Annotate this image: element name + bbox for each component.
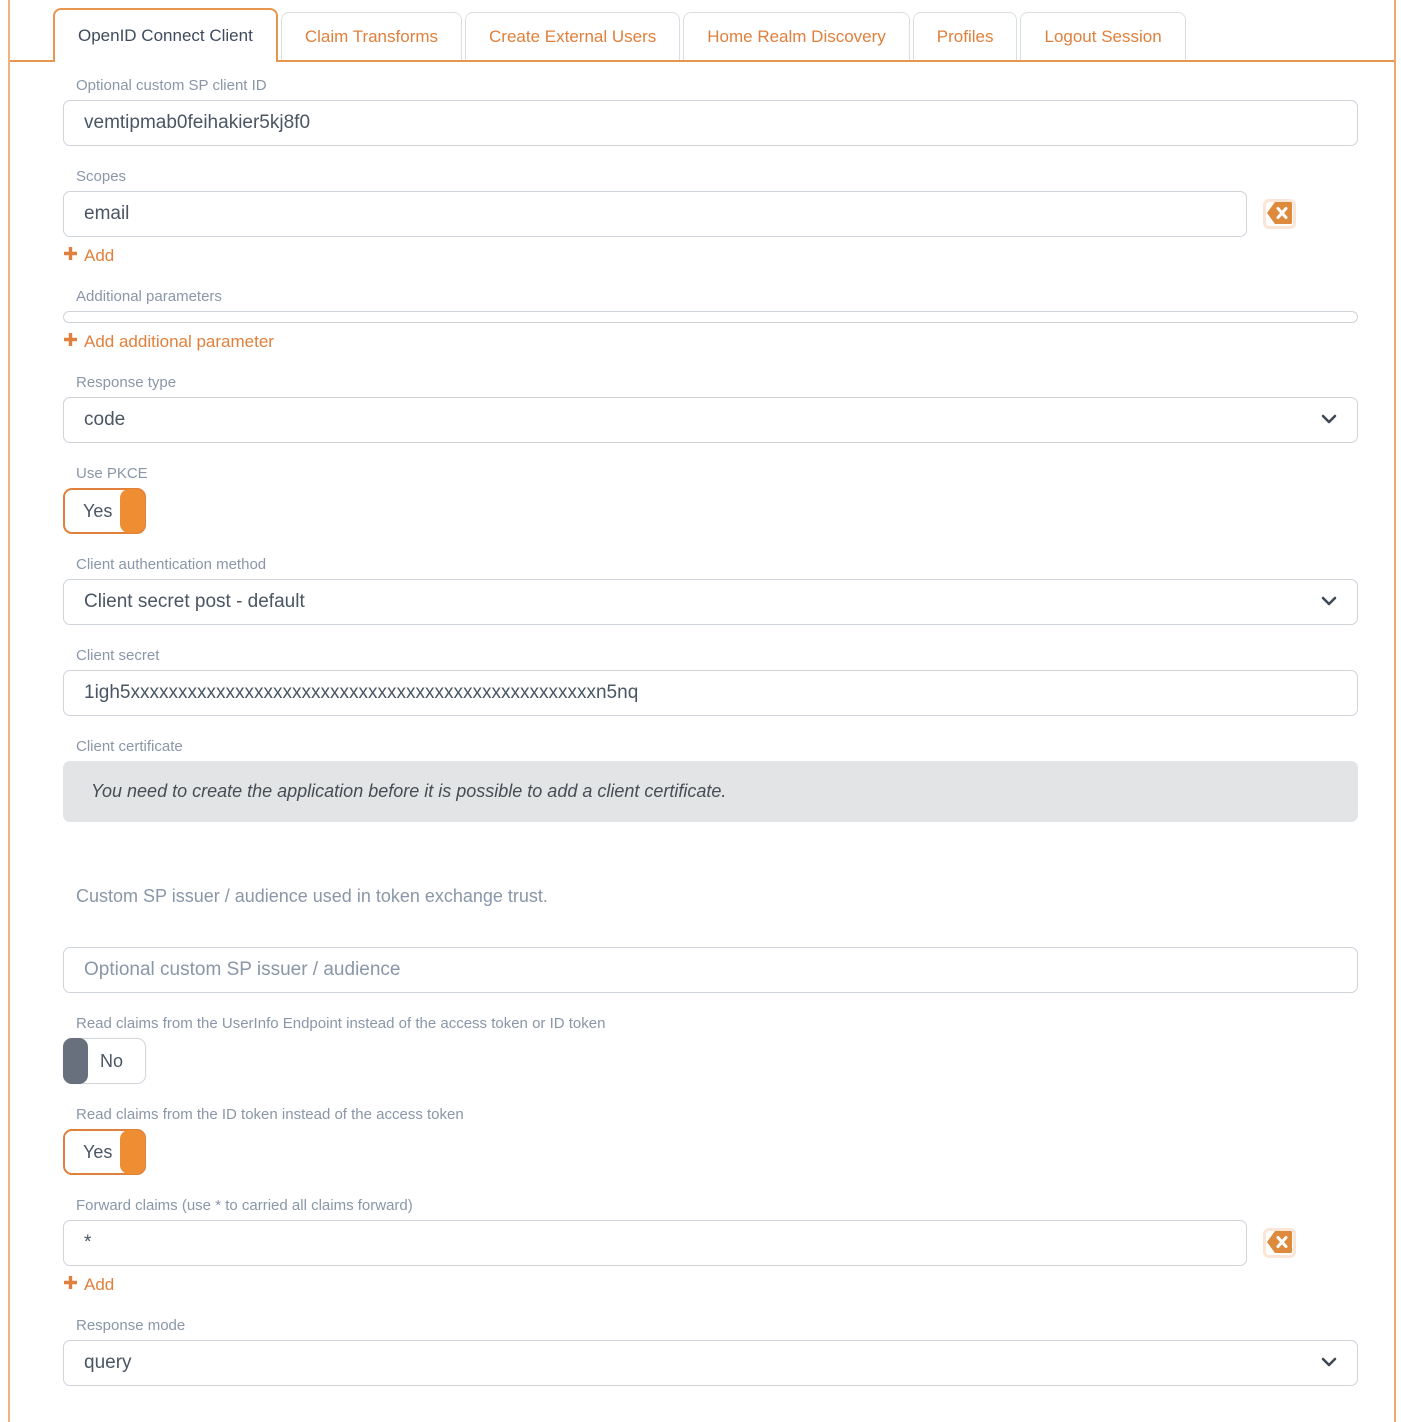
read-claims-id-token-toggle-value: Yes: [83, 1141, 113, 1162]
field-client-secret: [63, 647, 1394, 716]
response-mode-label: Response mode: [76, 1317, 186, 1334]
response-type-label: Response type: [76, 374, 177, 391]
field-client-certificate: [63, 738, 1394, 822]
openid-client-settings-page: [8, 0, 1396, 1422]
read-claims-userinfo-toggle[interactable]: [63, 1038, 146, 1084]
chevron-down-icon: [1321, 1352, 1337, 1374]
add-scope-button[interactable]: [63, 246, 114, 266]
use-pkce-toggle-value: Yes: [83, 500, 113, 521]
field-read-claims-id-token: [63, 1106, 1394, 1175]
scopes-label: Scopes: [76, 168, 127, 185]
field-forward-claims: [63, 1197, 1394, 1295]
forward-claim-input[interactable]: [63, 1220, 1247, 1266]
remove-forward-claim-button[interactable]: [1266, 1231, 1293, 1255]
read-claims-userinfo-label: Read claims from the UserInfo Endpoint instead of the access token or ID token: [76, 1015, 606, 1032]
client-id-input[interactable]: [63, 100, 1358, 146]
plus-icon: [63, 1275, 78, 1295]
field-custom-sp-issuer: [63, 947, 1394, 993]
client-certificate-notice: You need to create the application before it is possible to add a client certificate.: [63, 761, 1358, 822]
field-client-id: [63, 77, 1394, 146]
use-pkce-toggle[interactable]: [63, 488, 146, 534]
tab-claim-transforms[interactable]: Claim Transforms: [281, 12, 462, 60]
additional-parameters-empty-list: [63, 311, 1358, 323]
client-id-label: Optional custom SP client ID: [76, 77, 267, 94]
custom-sp-issuer-input[interactable]: [63, 947, 1358, 993]
response-mode-value: query: [84, 1352, 132, 1373]
toggle-knob: [120, 489, 145, 533]
tab-logout-session[interactable]: Logout Session: [1020, 12, 1185, 60]
tab-content: [10, 62, 1394, 1386]
read-claims-userinfo-toggle-value: No: [100, 1050, 124, 1071]
tab-profiles[interactable]: Profiles: [913, 12, 1018, 60]
client-auth-method-label: Client authentication method: [76, 556, 267, 573]
response-type-value: code: [84, 409, 126, 430]
use-pkce-label: Use PKCE: [76, 465, 148, 482]
tab-create-external-users[interactable]: Create External Users: [465, 12, 680, 60]
add-additional-parameter-button[interactable]: [63, 332, 274, 352]
field-client-auth-method: [63, 556, 1394, 625]
client-certificate-label: Client certificate: [76, 738, 183, 755]
plus-icon: [63, 332, 78, 352]
additional-parameters-label: Additional parameters: [76, 288, 222, 305]
field-use-pkce: [63, 465, 1394, 534]
tab-bar: [10, 0, 1394, 62]
add-forward-claim-label: Add: [84, 1275, 115, 1294]
backspace-delete-icon: [1266, 201, 1293, 228]
response-type-select[interactable]: [63, 397, 1358, 443]
field-scopes: [63, 168, 1394, 266]
add-additional-parameter-label: Add additional parameter: [84, 332, 274, 351]
field-read-claims-userinfo: [63, 1015, 1394, 1084]
add-forward-claim-button[interactable]: [63, 1275, 114, 1295]
chevron-down-icon: [1321, 591, 1337, 613]
client-auth-method-select[interactable]: [63, 579, 1358, 625]
tab-openid-connect-client[interactable]: OpenID Connect Client: [53, 8, 278, 62]
client-auth-method-value: Client secret post - default: [84, 591, 305, 612]
toggle-knob: [120, 1130, 145, 1174]
plus-icon: [63, 246, 78, 266]
forward-claims-label: Forward claims (use * to carried all claims forward): [76, 1197, 413, 1214]
backspace-delete-icon: [1266, 1230, 1293, 1257]
toggle-knob: [63, 1038, 88, 1084]
field-additional-parameters: [63, 288, 1394, 352]
remove-scope-button[interactable]: [1266, 202, 1293, 226]
add-scope-label: Add: [84, 246, 115, 265]
custom-sp-issuer-heading: Custom SP issuer / audience used in token exchange trust.: [76, 886, 548, 906]
scope-input[interactable]: [63, 191, 1247, 237]
client-secret-label: Client secret: [76, 647, 160, 664]
response-mode-select[interactable]: [63, 1340, 1358, 1386]
read-claims-id-token-label: Read claims from the ID token instead of the access token: [76, 1106, 464, 1123]
chevron-down-icon: [1321, 409, 1337, 431]
field-response-mode: [63, 1317, 1394, 1386]
client-secret-input[interactable]: [63, 670, 1358, 716]
field-response-type: [63, 374, 1394, 443]
tab-home-realm-discovery[interactable]: Home Realm Discovery: [683, 12, 910, 60]
read-claims-id-token-toggle[interactable]: [63, 1129, 146, 1175]
